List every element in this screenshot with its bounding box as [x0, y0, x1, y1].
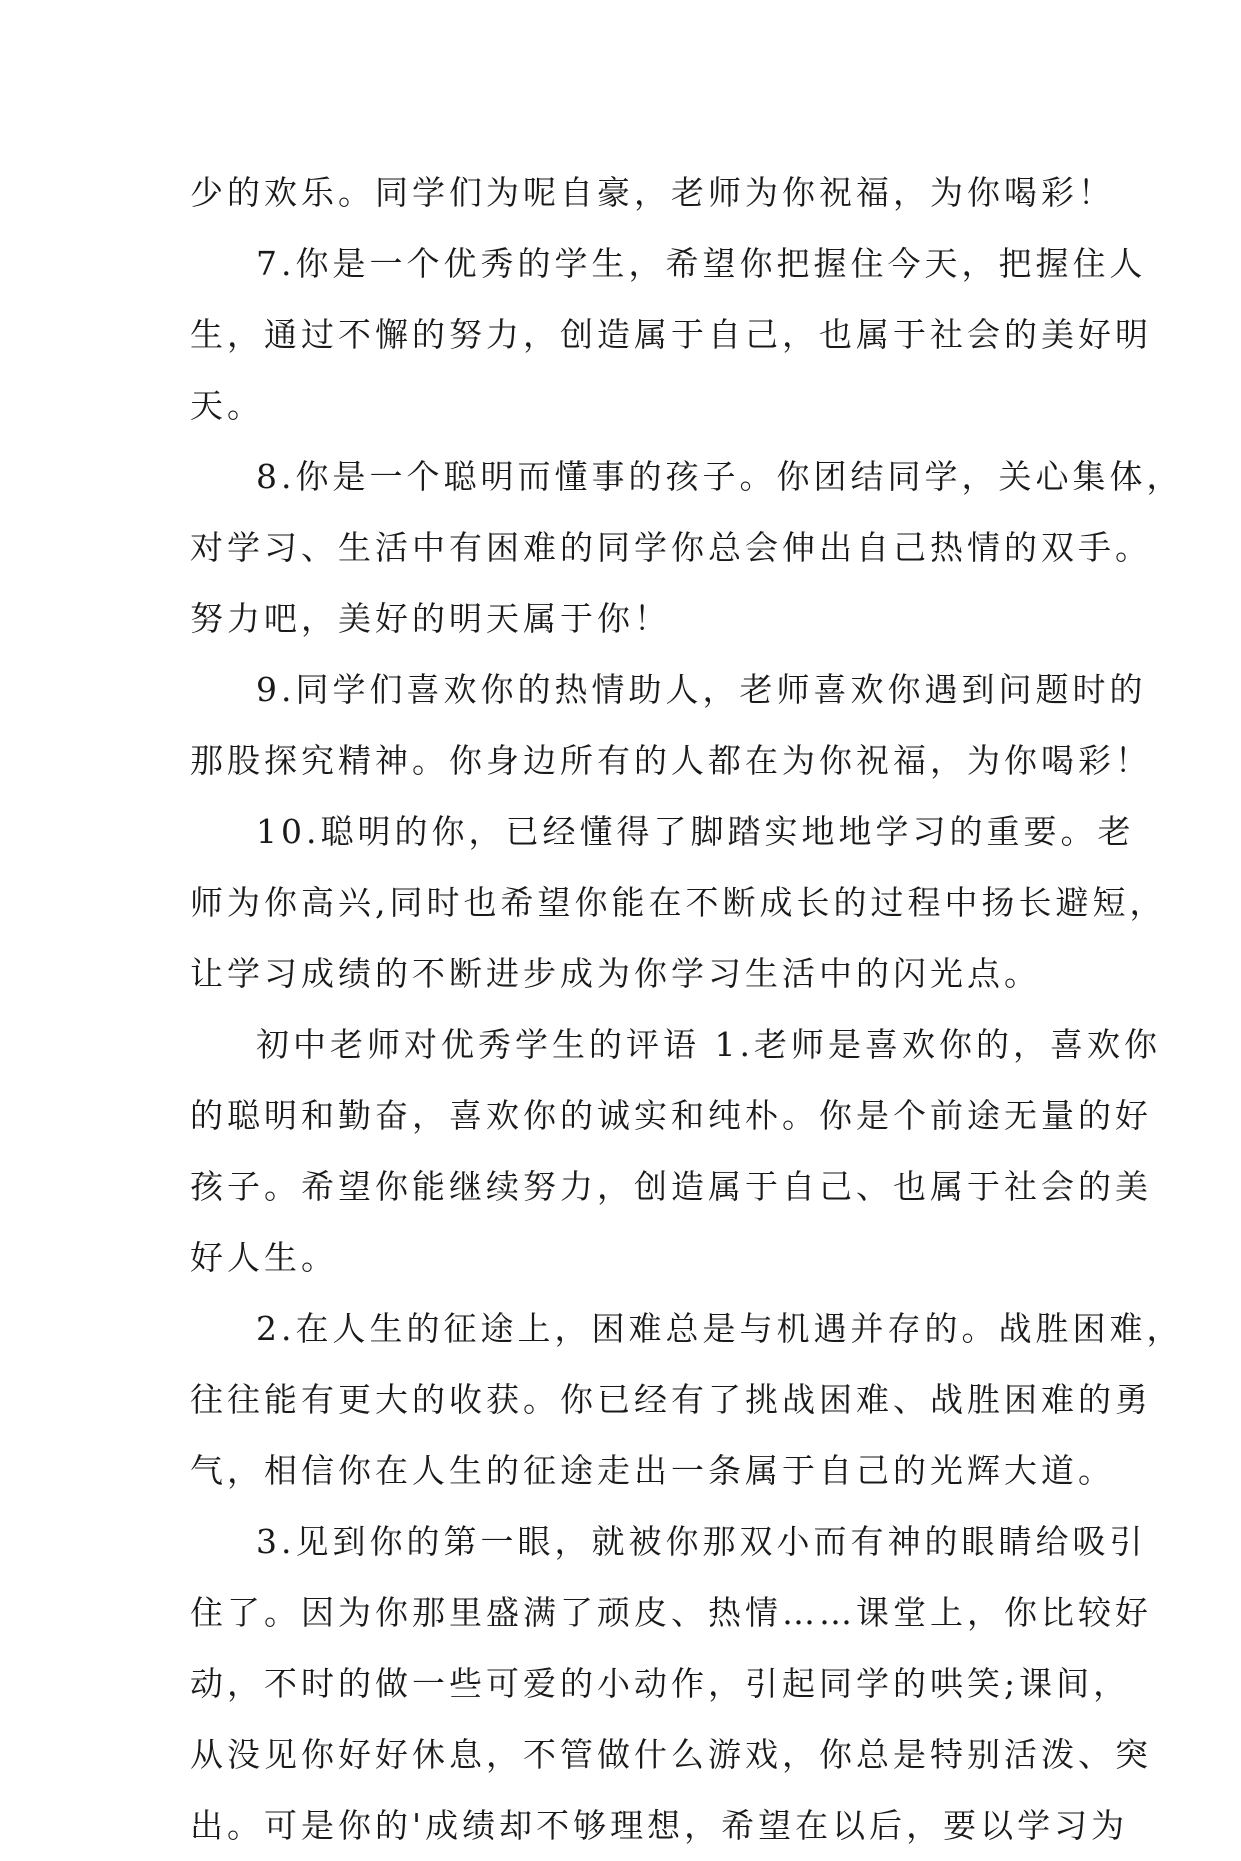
- text-line: 的聪明和勤奋，喜欢你的诚实和纯朴。你是个前途无量的好: [190, 1096, 1152, 1135]
- text-line: 出。可是你的'成绩却不够理想，希望在以后，要以学习为: [190, 1806, 1129, 1845]
- text-line: 3.见到你的第一眼，就被你那双小而有神的眼睛给吸引: [256, 1522, 1147, 1561]
- paragraph-comment-9: [190, 654, 1152, 796]
- text-line: 天。: [190, 386, 264, 425]
- text-line: 师为你高兴,同时也希望你能在不断成长的过程中扬长避短，: [190, 883, 1167, 922]
- text-line: 10.聪明的你，已经懂得了脚踏实地地学习的重要。老: [256, 812, 1135, 851]
- text-line: 9.同学们喜欢你的热情助人，老师喜欢你遇到问题时的: [256, 670, 1147, 709]
- text-line: 8.你是一个聪明而懂事的孩子。你团结同学，关心集体，: [256, 457, 1184, 496]
- paragraph-comment-3: [190, 1506, 1152, 1861]
- text-line: 住了。因为你那里盛满了顽皮、热情……课堂上，你比较好: [190, 1593, 1152, 1632]
- text-line: 好人生。: [190, 1238, 338, 1277]
- text-line: 孩子。希望你能继续努力，创造属于自己、也属于社会的美: [190, 1167, 1152, 1206]
- text-line: 动，不时的做一些可爱的小动作，引起同学的哄笑;课间，: [190, 1664, 1131, 1703]
- paragraph-section-comment-1: [190, 1009, 1161, 1293]
- paragraph-comment-2: [190, 1293, 1184, 1506]
- paragraph-comment-8: [190, 441, 1184, 654]
- text-line: 从没见你好好休息，不管做什么游戏，你总是特别活泼、突: [190, 1735, 1152, 1774]
- text-line: 气，相信你在人生的征途走出一条属于自己的光辉大道。: [190, 1451, 1115, 1490]
- text-line: 少的欢乐。同学们为呢自豪，老师为你祝福，为你喝彩！: [190, 173, 1115, 212]
- text-line: 生，通过不懈的努力，创造属于自己，也属于社会的美好明: [190, 315, 1152, 354]
- text-line: 初中老师对优秀学生的评语 1.老师是喜欢你的，喜欢你: [256, 1025, 1161, 1064]
- document-body: [190, 157, 1184, 1861]
- paragraph-continuation: [190, 157, 1115, 228]
- text-line: 让学习成绩的不断进步成为你学习生活中的闪光点。: [190, 954, 1041, 993]
- text-line: 努力吧，美好的明天属于你！: [190, 599, 671, 638]
- text-line: 7.你是一个优秀的学生，希望你把握住今天，把握住人: [256, 244, 1147, 283]
- paragraph-comment-10: [190, 796, 1167, 1009]
- paragraph-comment-7: [190, 228, 1152, 441]
- text-line: 那股探究精神。你身边所有的人都在为你祝福，为你喝彩！: [190, 741, 1152, 780]
- text-line: 往往能有更大的收获。你已经有了挑战困难、战胜困难的勇: [190, 1380, 1152, 1419]
- text-line: 2.在人生的征途上，困难总是与机遇并存的。战胜困难，: [256, 1309, 1184, 1348]
- text-line: 对学习、生活中有困难的同学你总会伸出自己热情的双手。: [190, 528, 1152, 567]
